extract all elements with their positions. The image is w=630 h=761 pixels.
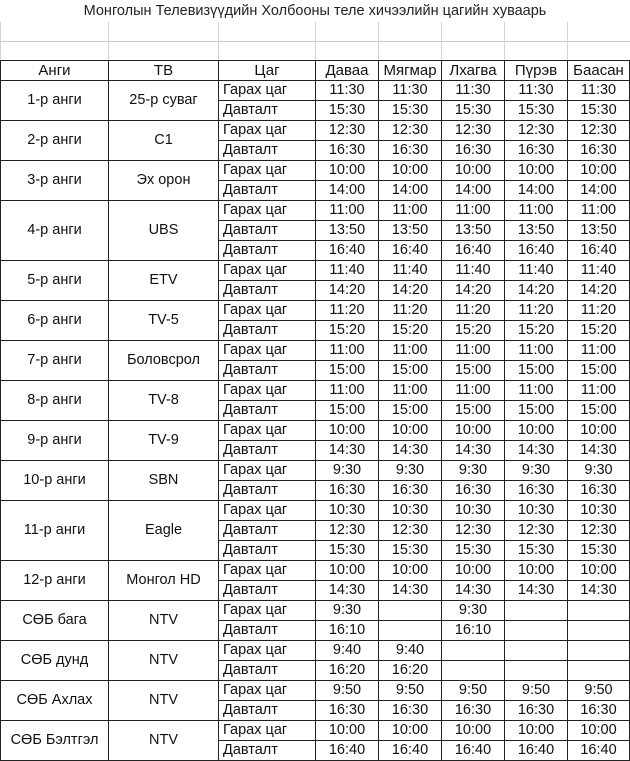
- time-cell-thursday: 13:50: [505, 221, 568, 241]
- channel-cell: NTV: [109, 721, 219, 761]
- header-friday: Баасан: [568, 61, 630, 81]
- time-cell-thursday: 10:30: [505, 501, 568, 521]
- time-type-cell: Давталт: [219, 621, 316, 641]
- grade-cell: 1-р анги: [1, 81, 109, 121]
- time-cell-monday: 11:20: [316, 301, 379, 321]
- channel-cell: TV-9: [109, 421, 219, 461]
- time-cell-monday: 10:00: [316, 421, 379, 441]
- header-time-type: Цаг: [219, 61, 316, 81]
- schedule-row: [1, 461, 630, 481]
- time-type-cell: Давталт: [219, 181, 316, 201]
- channel-cell: NTV: [109, 641, 219, 681]
- time-cell-thursday: 16:30: [505, 481, 568, 501]
- schedule-row: [1, 381, 630, 401]
- time-cell-tuesday: 15:20: [379, 321, 442, 341]
- schedule-row: [1, 121, 630, 141]
- time-cell-monday: 10:00: [316, 161, 379, 181]
- time-type-cell: Гарах цаг: [219, 641, 316, 661]
- time-cell-thursday: 14:20: [505, 281, 568, 301]
- time-cell-monday: 16:30: [316, 701, 379, 721]
- time-cell-friday: 9:30: [568, 461, 630, 481]
- time-cell-wednesday: 11:40: [442, 261, 505, 281]
- time-cell-wednesday: 14:00: [442, 181, 505, 201]
- time-type-cell: Давталт: [219, 401, 316, 421]
- time-type-cell: Гарах цаг: [219, 381, 316, 401]
- schedule-row: [1, 641, 630, 661]
- time-type-cell: Давталт: [219, 221, 316, 241]
- schedule-row: [1, 261, 630, 281]
- time-cell-friday: [568, 661, 630, 681]
- channel-cell: SBN: [109, 461, 219, 501]
- grade-cell: 7-р анги: [1, 341, 109, 381]
- time-cell-wednesday: 15:20: [442, 321, 505, 341]
- time-cell-wednesday: 10:00: [442, 561, 505, 581]
- time-cell-friday: 14:20: [568, 281, 630, 301]
- time-cell-tuesday: [379, 601, 442, 621]
- time-cell-wednesday: 12:30: [442, 121, 505, 141]
- time-cell-thursday: 16:30: [505, 141, 568, 161]
- header-tuesday: Мягмар: [379, 61, 442, 81]
- time-cell-friday: 10:00: [568, 721, 630, 741]
- time-type-cell: Гарах цаг: [219, 601, 316, 621]
- time-cell-monday: 9:40: [316, 641, 379, 661]
- time-cell-thursday: 16:30: [505, 701, 568, 721]
- time-cell-monday: 10:00: [316, 561, 379, 581]
- grade-cell: 2-р анги: [1, 121, 109, 161]
- time-cell-monday: 15:00: [316, 361, 379, 381]
- time-cell-friday: 10:00: [568, 161, 630, 181]
- time-cell-thursday: 16:40: [505, 241, 568, 261]
- grade-cell: 4-р анги: [1, 201, 109, 261]
- time-cell-tuesday: 15:00: [379, 361, 442, 381]
- time-cell-thursday: 10:00: [505, 721, 568, 741]
- time-cell-friday: 14:30: [568, 441, 630, 461]
- time-cell-friday: 16:30: [568, 481, 630, 501]
- time-type-cell: Гарах цаг: [219, 121, 316, 141]
- time-cell-friday: 11:30: [568, 81, 630, 101]
- time-cell-friday: 13:50: [568, 221, 630, 241]
- time-type-cell: Гарах цаг: [219, 501, 316, 521]
- schedule-row: [1, 501, 630, 521]
- grade-cell: 11-р анги: [1, 501, 109, 561]
- grade-cell: 9-р анги: [1, 421, 109, 461]
- grade-cell: 12-р анги: [1, 561, 109, 601]
- time-cell-monday: 14:30: [316, 441, 379, 461]
- time-type-cell: Давталт: [219, 581, 316, 601]
- time-cell-tuesday: 15:30: [379, 541, 442, 561]
- time-cell-tuesday: 14:00: [379, 181, 442, 201]
- grade-cell: 5-р анги: [1, 261, 109, 301]
- time-cell-tuesday: 14:20: [379, 281, 442, 301]
- channel-cell: 25-р суваг: [109, 81, 219, 121]
- time-cell-tuesday: 11:00: [379, 201, 442, 221]
- time-cell-tuesday: 9:50: [379, 681, 442, 701]
- time-cell-monday: 16:40: [316, 241, 379, 261]
- time-cell-tuesday: 14:30: [379, 441, 442, 461]
- time-cell-wednesday: 16:30: [442, 141, 505, 161]
- time-cell-wednesday: 16:30: [442, 701, 505, 721]
- grade-cell: 3-р анги: [1, 161, 109, 201]
- time-cell-wednesday: 16:40: [442, 241, 505, 261]
- time-cell-monday: 15:00: [316, 401, 379, 421]
- time-cell-wednesday: 9:30: [442, 461, 505, 481]
- time-cell-friday: 14:00: [568, 181, 630, 201]
- time-type-cell: Давталт: [219, 481, 316, 501]
- time-type-cell: Гарах цаг: [219, 561, 316, 581]
- time-cell-tuesday: 11:00: [379, 381, 442, 401]
- time-type-cell: Давталт: [219, 241, 316, 261]
- schedule-row: [1, 341, 630, 361]
- time-cell-wednesday: [442, 641, 505, 661]
- channel-cell: Эх орон: [109, 161, 219, 201]
- time-cell-thursday: 15:00: [505, 401, 568, 421]
- time-cell-wednesday: 11:00: [442, 341, 505, 361]
- header-monday: Даваа: [316, 61, 379, 81]
- time-cell-thursday: 15:20: [505, 321, 568, 341]
- schedule-table: [0, 60, 630, 761]
- grade-cell: 8-р анги: [1, 381, 109, 421]
- time-type-cell: Гарах цаг: [219, 421, 316, 441]
- time-cell-thursday: 14:00: [505, 181, 568, 201]
- time-cell-friday: 11:00: [568, 341, 630, 361]
- time-cell-wednesday: 11:00: [442, 201, 505, 221]
- time-cell-wednesday: [442, 661, 505, 681]
- time-cell-tuesday: 14:30: [379, 581, 442, 601]
- time-type-cell: Гарах цаг: [219, 301, 316, 321]
- time-cell-wednesday: 16:30: [442, 481, 505, 501]
- time-cell-monday: 15:30: [316, 101, 379, 121]
- time-cell-friday: 16:40: [568, 741, 630, 761]
- time-cell-monday: 11:00: [316, 381, 379, 401]
- time-cell-tuesday: 15:00: [379, 401, 442, 421]
- time-cell-thursday: 11:20: [505, 301, 568, 321]
- schedule-row: [1, 81, 630, 101]
- time-cell-wednesday: 10:00: [442, 161, 505, 181]
- time-cell-thursday: 15:30: [505, 101, 568, 121]
- channel-cell: NTV: [109, 681, 219, 721]
- time-type-cell: Давталт: [219, 701, 316, 721]
- time-cell-wednesday: 15:30: [442, 541, 505, 561]
- time-cell-tuesday: 12:30: [379, 521, 442, 541]
- grade-cell: 10-р анги: [1, 461, 109, 501]
- time-cell-thursday: 9:50: [505, 681, 568, 701]
- time-cell-thursday: 10:00: [505, 421, 568, 441]
- schedule-row: [1, 561, 630, 581]
- time-cell-thursday: 14:30: [505, 581, 568, 601]
- time-cell-monday: 11:00: [316, 341, 379, 361]
- time-type-cell: Давталт: [219, 441, 316, 461]
- header-grade: Анги: [1, 61, 109, 81]
- time-type-cell: Гарах цаг: [219, 201, 316, 221]
- time-cell-friday: 15:20: [568, 321, 630, 341]
- time-cell-tuesday: 10:30: [379, 501, 442, 521]
- time-type-cell: Давталт: [219, 741, 316, 761]
- time-type-cell: Давталт: [219, 281, 316, 301]
- time-cell-thursday: 16:40: [505, 741, 568, 761]
- time-cell-tuesday: 16:20: [379, 661, 442, 681]
- channel-cell: NTV: [109, 601, 219, 641]
- time-cell-friday: 12:30: [568, 121, 630, 141]
- time-cell-wednesday: 16:40: [442, 741, 505, 761]
- time-type-cell: Гарах цаг: [219, 161, 316, 181]
- time-cell-wednesday: 11:20: [442, 301, 505, 321]
- time-type-cell: Давталт: [219, 141, 316, 161]
- time-cell-thursday: 14:30: [505, 441, 568, 461]
- time-type-cell: Гарах цаг: [219, 681, 316, 701]
- time-cell-monday: 12:30: [316, 121, 379, 141]
- time-cell-friday: 11:00: [568, 201, 630, 221]
- time-cell-tuesday: 16:40: [379, 241, 442, 261]
- header-thursday: Пүрэв: [505, 61, 568, 81]
- time-cell-friday: 10:30: [568, 501, 630, 521]
- time-cell-tuesday: 10:00: [379, 421, 442, 441]
- time-cell-friday: 11:40: [568, 261, 630, 281]
- time-cell-wednesday: 15:00: [442, 361, 505, 381]
- time-cell-wednesday: 10:00: [442, 421, 505, 441]
- time-cell-monday: 11:30: [316, 81, 379, 101]
- time-cell-monday: 15:30: [316, 541, 379, 561]
- time-cell-friday: [568, 601, 630, 621]
- time-cell-thursday: 11:00: [505, 201, 568, 221]
- time-cell-thursday: [505, 661, 568, 681]
- time-cell-monday: 11:40: [316, 261, 379, 281]
- time-cell-monday: 11:00: [316, 201, 379, 221]
- channel-cell: TV-5: [109, 301, 219, 341]
- time-cell-wednesday: 10:30: [442, 501, 505, 521]
- time-cell-friday: 11:20: [568, 301, 630, 321]
- schedule-row: [1, 301, 630, 321]
- channel-cell: Боловсрол: [109, 341, 219, 381]
- time-cell-thursday: 10:00: [505, 561, 568, 581]
- time-cell-wednesday: 11:00: [442, 381, 505, 401]
- time-cell-tuesday: 9:40: [379, 641, 442, 661]
- grade-cell: СӨБ Ахлах: [1, 681, 109, 721]
- time-cell-friday: 11:00: [568, 381, 630, 401]
- time-cell-wednesday: 14:30: [442, 581, 505, 601]
- time-cell-wednesday: 15:00: [442, 401, 505, 421]
- time-cell-thursday: 12:30: [505, 121, 568, 141]
- header-wednesday: Лхагва: [442, 61, 505, 81]
- time-cell-thursday: [505, 601, 568, 621]
- time-cell-thursday: 12:30: [505, 521, 568, 541]
- schedule-row: [1, 721, 630, 741]
- time-cell-thursday: 11:00: [505, 381, 568, 401]
- time-cell-friday: 9:50: [568, 681, 630, 701]
- time-cell-thursday: [505, 641, 568, 661]
- time-cell-tuesday: 16:30: [379, 481, 442, 501]
- time-cell-tuesday: 16:30: [379, 141, 442, 161]
- time-type-cell: Давталт: [219, 101, 316, 121]
- schedule-body: [1, 81, 630, 761]
- time-cell-thursday: 15:30: [505, 541, 568, 561]
- channel-cell: Монгол HD: [109, 561, 219, 601]
- time-type-cell: Давталт: [219, 661, 316, 681]
- time-cell-friday: 15:00: [568, 401, 630, 421]
- time-cell-tuesday: 10:00: [379, 721, 442, 741]
- schedule-row: [1, 201, 630, 221]
- time-cell-monday: 13:50: [316, 221, 379, 241]
- time-cell-friday: 10:00: [568, 561, 630, 581]
- time-cell-monday: 14:30: [316, 581, 379, 601]
- time-type-cell: Гарах цаг: [219, 341, 316, 361]
- time-cell-tuesday: 11:30: [379, 81, 442, 101]
- time-cell-tuesday: 16:30: [379, 701, 442, 721]
- time-cell-monday: 16:30: [316, 141, 379, 161]
- time-cell-tuesday: 11:00: [379, 341, 442, 361]
- grade-cell: СӨБ дунд: [1, 641, 109, 681]
- channel-cell: UBS: [109, 201, 219, 261]
- schedule-row: [1, 161, 630, 181]
- time-cell-monday: 10:00: [316, 721, 379, 741]
- time-cell-monday: 9:30: [316, 601, 379, 621]
- grade-cell: СӨБ бага: [1, 601, 109, 641]
- time-cell-friday: 15:30: [568, 541, 630, 561]
- time-cell-monday: 16:30: [316, 481, 379, 501]
- time-cell-monday: 9:30: [316, 461, 379, 481]
- time-cell-tuesday: 9:30: [379, 461, 442, 481]
- time-cell-monday: 14:00: [316, 181, 379, 201]
- grade-cell: 6-р анги: [1, 301, 109, 341]
- time-cell-thursday: 11:00: [505, 341, 568, 361]
- time-cell-monday: 10:30: [316, 501, 379, 521]
- time-cell-friday: 15:30: [568, 101, 630, 121]
- time-cell-thursday: [505, 621, 568, 641]
- time-cell-tuesday: [379, 621, 442, 641]
- channel-cell: C1: [109, 121, 219, 161]
- time-cell-friday: 14:30: [568, 581, 630, 601]
- page-title: Монголын Телевизүүдийн Холбооны теле хичээлийн цагийн хуваарь: [83, 3, 547, 19]
- time-cell-wednesday: 10:00: [442, 721, 505, 741]
- time-cell-thursday: 10:00: [505, 161, 568, 181]
- time-cell-wednesday: 15:30: [442, 101, 505, 121]
- channel-cell: ETV: [109, 261, 219, 301]
- time-cell-tuesday: 10:00: [379, 161, 442, 181]
- time-cell-wednesday: 9:30: [442, 601, 505, 621]
- time-cell-monday: 9:50: [316, 681, 379, 701]
- time-type-cell: Гарах цаг: [219, 81, 316, 101]
- time-type-cell: Давталт: [219, 541, 316, 561]
- time-cell-monday: 14:20: [316, 281, 379, 301]
- time-type-cell: Давталт: [219, 521, 316, 541]
- time-cell-monday: 16:20: [316, 661, 379, 681]
- time-cell-thursday: 9:30: [505, 461, 568, 481]
- time-cell-wednesday: 14:20: [442, 281, 505, 301]
- time-cell-tuesday: 11:20: [379, 301, 442, 321]
- time-type-cell: Давталт: [219, 361, 316, 381]
- time-cell-monday: 16:10: [316, 621, 379, 641]
- time-cell-tuesday: 10:00: [379, 561, 442, 581]
- channel-cell: TV-8: [109, 381, 219, 421]
- time-cell-tuesday: 11:40: [379, 261, 442, 281]
- header-channel: ТВ: [109, 61, 219, 81]
- schedule-row: [1, 681, 630, 701]
- channel-cell: Eagle: [109, 501, 219, 561]
- time-type-cell: Давталт: [219, 321, 316, 341]
- time-cell-friday: 10:00: [568, 421, 630, 441]
- time-cell-wednesday: 13:50: [442, 221, 505, 241]
- time-type-cell: Гарах цаг: [219, 261, 316, 281]
- time-cell-wednesday: 14:30: [442, 441, 505, 461]
- time-cell-friday: [568, 621, 630, 641]
- time-cell-thursday: 11:30: [505, 81, 568, 101]
- time-cell-monday: 12:30: [316, 521, 379, 541]
- time-cell-wednesday: 11:30: [442, 81, 505, 101]
- header-row: [1, 61, 630, 81]
- time-cell-friday: 16:40: [568, 241, 630, 261]
- time-cell-tuesday: 12:30: [379, 121, 442, 141]
- time-cell-wednesday: 9:50: [442, 681, 505, 701]
- time-cell-monday: 16:40: [316, 741, 379, 761]
- schedule-row: [1, 601, 630, 621]
- time-cell-tuesday: 13:50: [379, 221, 442, 241]
- time-type-cell: Гарах цаг: [219, 461, 316, 481]
- blank-spreadsheet-rows: [0, 22, 630, 60]
- time-cell-tuesday: 16:40: [379, 741, 442, 761]
- time-cell-thursday: 11:40: [505, 261, 568, 281]
- time-cell-wednesday: 16:10: [442, 621, 505, 641]
- time-cell-wednesday: 12:30: [442, 521, 505, 541]
- time-type-cell: Гарах цаг: [219, 721, 316, 741]
- grade-cell: СӨБ Бэлтгэл: [1, 721, 109, 761]
- time-cell-friday: 12:30: [568, 521, 630, 541]
- time-cell-friday: 15:00: [568, 361, 630, 381]
- time-cell-monday: 15:20: [316, 321, 379, 341]
- time-cell-friday: 16:30: [568, 701, 630, 721]
- time-cell-friday: [568, 641, 630, 661]
- time-cell-friday: 16:30: [568, 141, 630, 161]
- schedule-row: [1, 421, 630, 441]
- time-cell-tuesday: 15:30: [379, 101, 442, 121]
- time-cell-thursday: 15:00: [505, 361, 568, 381]
